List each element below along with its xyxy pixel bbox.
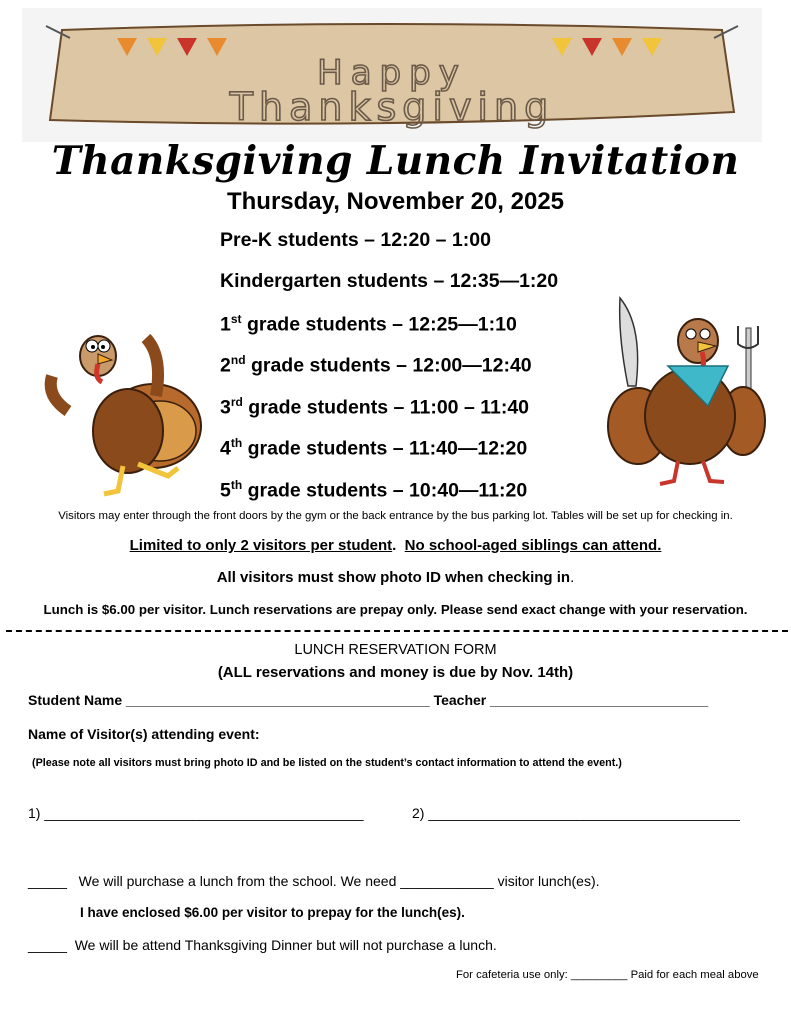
schedule-row: 4th grade students – 11:40—12:20 [220, 436, 528, 460]
cafeteria-use-note: For cafeteria use only: _________ Paid for each meal above [456, 969, 759, 981]
form-due-date: (ALL reservations and money is due by Nov. 14th) [217, 664, 574, 681]
schedule-row: Pre-K students – 12:20 – 1:00 [220, 229, 491, 251]
visitor-limit-note: Limited to only 2 visitors per student. No school-aged siblings can attend. [129, 537, 662, 554]
visitors-label: Name of Visitor(s) attending event: [28, 726, 260, 742]
schedule-row: 1st grade students – 12:25—1:10 [220, 312, 517, 336]
student-teacher-row: Student Name _______________________________________ Teacher ____________________________ [28, 692, 709, 708]
prepay-enclosed-note: I have enclosed $6.00 per visitor to prepay for the lunch(es). [80, 905, 465, 920]
dancing-turkey-illustration [38, 316, 208, 501]
banner-image [22, 8, 762, 142]
visitor-1-field[interactable]: 1) _________________________________________ [28, 805, 364, 821]
turkey-with-knife-and-fork-illustration [598, 296, 770, 488]
banner-line1: Happy [317, 53, 467, 93]
photo-id-note: All visitors must show photo ID when checking in. [216, 569, 575, 586]
event-date: Thursday, November 20, 2025 [226, 188, 565, 215]
schedule-row: Kindergarten students – 12:35—1:20 [220, 270, 559, 292]
form-heading: LUNCH RESERVATION FORM [294, 642, 497, 658]
cut-line-divider [6, 630, 788, 632]
price-note: Lunch is $6.00 per visitor. Lunch reservations are prepay only. Please send exact change with your reservation. [43, 602, 748, 617]
no-purchase-check-blank[interactable]: _____ [28, 937, 67, 953]
schedule-row: 2nd grade students – 12:00—12:40 [220, 353, 532, 377]
schedule-row: 3rd grade students – 11:00 – 11:40 [220, 395, 530, 419]
visitors-disclaimer: (Please note all visitors must bring photo ID and be listed on the student’s contact information to attend the event.) [32, 757, 622, 769]
visitors-entrance-note: Visitors may enter through the front doors by the gym or the back entrance by the bus parking lot. Tables will be set up for checking in. [58, 510, 733, 522]
student-name-field[interactable]: _______________________________________ [126, 692, 430, 708]
schedule-row: 5th grade students – 10:40—11:20 [220, 478, 528, 502]
no-purchase-row: _____ We will be attend Thanksgiving Dinner but will not purchase a lunch. [28, 937, 497, 953]
visitor-2-field[interactable]: 2) ________________________________________ [412, 805, 740, 821]
teacher-field[interactable]: ____________________________ [490, 692, 709, 708]
page-title: Thanksgiving Lunch Invitation [51, 138, 740, 184]
purchase-lunch-row: _____ We will purchase a lunch from the school. We need ____________ visitor lunch(es). [28, 873, 600, 889]
purchase-lunch-check-blank[interactable]: _____ [28, 873, 67, 889]
banner-line2: Thanksgiving [229, 85, 555, 129]
